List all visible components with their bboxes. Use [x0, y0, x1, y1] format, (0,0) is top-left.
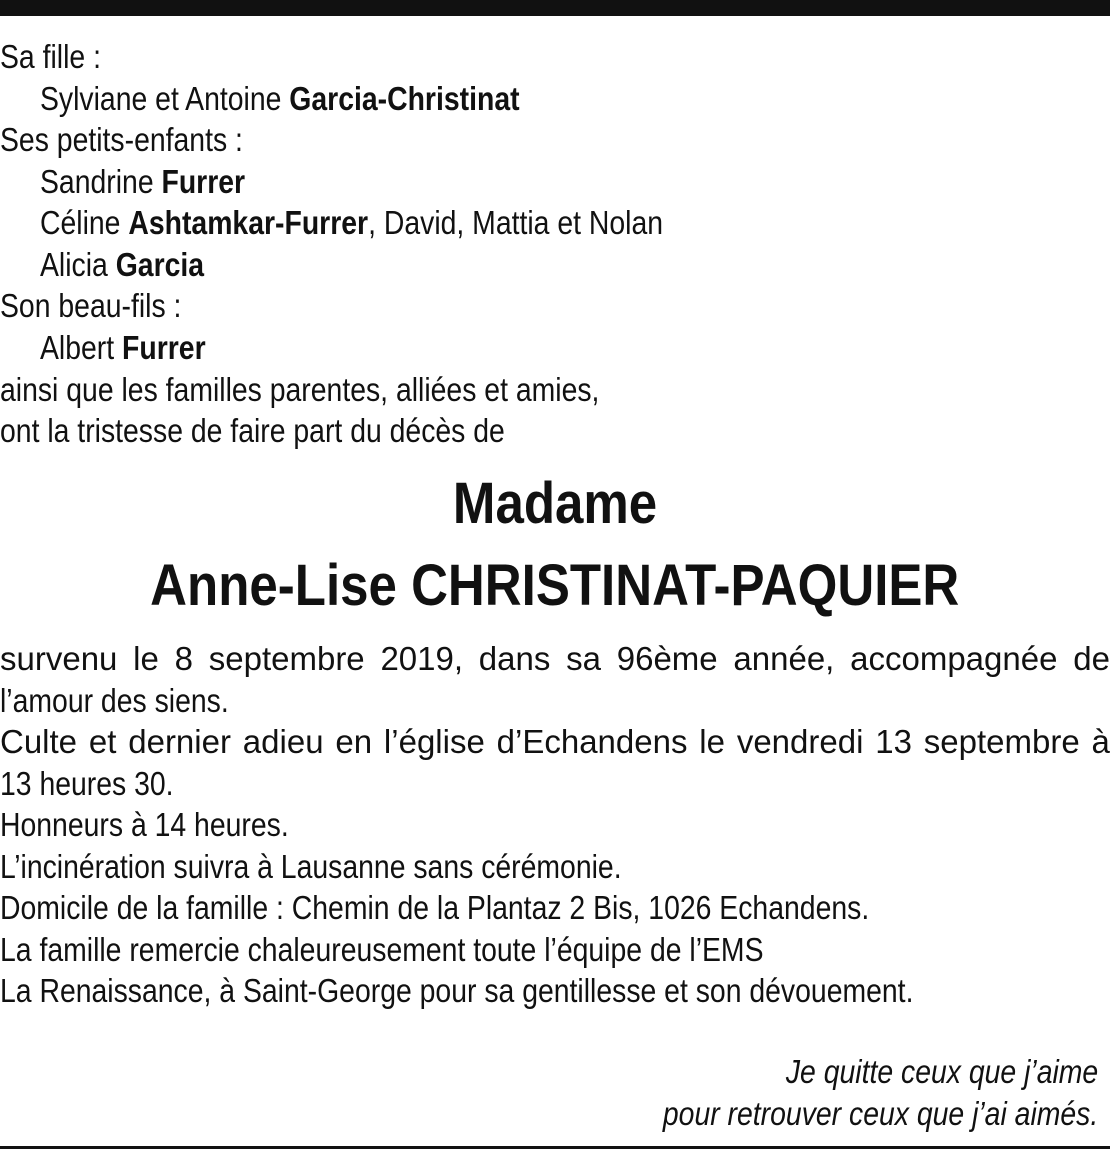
service-line-word: en: [335, 723, 373, 760]
death-line-word: accompagnée: [850, 640, 1058, 677]
grandchild-2-first: Céline: [40, 204, 129, 241]
quote-line-1: Je quitte ceux que j’aime: [785, 1053, 1098, 1090]
death-line-word: de: [1073, 640, 1110, 677]
grandchild-entry-3: [40, 245, 204, 285]
service-line-word: d’Echandens: [496, 723, 688, 760]
address-line: Domicile de la famille : Chemin de la Plantaz 2 Bis, 1026 Echandens.: [0, 889, 870, 926]
top-border-rule: [0, 0, 1110, 16]
grandchildren-label: Ses petits-enfants :: [0, 121, 243, 158]
deceased-title-text: Madame: [452, 471, 658, 536]
families-line: ainsi que les familles parentes, alliées et amies,: [0, 371, 600, 408]
death-line-word: septembre: [208, 640, 365, 677]
details-block: [0, 638, 1110, 1012]
death-line-1: [0, 638, 1110, 680]
thanks-line-1: La famille remercie chaleureusement toute l’équipe de l’EMS: [0, 930, 764, 968]
grandchild-1-first: Sandrine: [40, 163, 162, 200]
service-line-word: le: [699, 723, 725, 760]
service-line-1: [0, 721, 1110, 763]
death-line-word: dans: [478, 640, 551, 677]
cremation-line: L’incinération suivra à Lausanne sans cérémonie.: [0, 847, 622, 885]
grandchild-3-surname: Garcia: [115, 246, 205, 283]
service-line-word: adieu: [242, 723, 324, 760]
bottom-border-rule: [0, 1146, 1110, 1149]
deceased-name: [0, 554, 1110, 618]
quote-line-2: pour retrouver ceux que j’ai aimés.: [662, 1095, 1098, 1132]
death-line-word: survenu: [0, 640, 118, 677]
soninlaw-surname: Furrer: [122, 329, 206, 366]
death-line-word: le: [133, 640, 159, 677]
daughter-surname: Garcia-Christinat: [289, 80, 520, 117]
death-line-word: 8: [174, 640, 193, 677]
soninlaw-label: Son beau-fils :: [0, 287, 182, 324]
thanks-line-2: La Renaissance, à Saint-George pour sa gentillesse et son dévouement.: [0, 972, 914, 1009]
grandchild-3-first: Alicia: [40, 246, 116, 283]
soninlaw-entry: [40, 328, 206, 368]
service-line-word: Culte: [0, 723, 78, 760]
grandchild-2-rest: , David, Mattia et Nolan: [368, 204, 664, 241]
death-line-word: 2019,: [380, 640, 464, 677]
service-line-word: dernier: [128, 723, 231, 760]
service-line-word: septembre: [923, 723, 1080, 760]
daughter-entry: [40, 79, 520, 119]
grandchild-2-surname: Ashtamkar-Furrer: [128, 204, 369, 241]
daughter-label: Sa fille :: [0, 38, 101, 75]
honours-line: Honneurs à 14 heures.: [0, 806, 289, 843]
service-line-word: à: [1091, 723, 1110, 760]
grandchild-entry-2: [40, 203, 663, 243]
service-line-word: l’église: [383, 723, 485, 760]
deceased-title: [0, 472, 1110, 536]
daughter-names: Sylviane et Antoine: [40, 80, 290, 117]
death-line-2: l’amour des siens.: [0, 681, 229, 719]
service-line-2: 13 heures 30.: [0, 764, 174, 802]
grandchild-entry-1: [40, 162, 245, 202]
soninlaw-first: Albert: [40, 329, 123, 366]
service-line-word: et: [88, 723, 117, 760]
death-line-word: 96ème: [616, 640, 718, 677]
grandchild-1-surname: Furrer: [161, 163, 246, 200]
death-line-word: année,: [733, 640, 835, 677]
service-line-word: vendredi: [736, 723, 864, 760]
deceased-name-text: Anne-Lise CHRISTINAT-PAQUIER: [150, 553, 960, 618]
death-line-word: sa: [566, 640, 601, 677]
service-line-word: 13: [875, 723, 912, 760]
announce-line: ont la tristesse de faire part du décès de: [0, 412, 505, 449]
